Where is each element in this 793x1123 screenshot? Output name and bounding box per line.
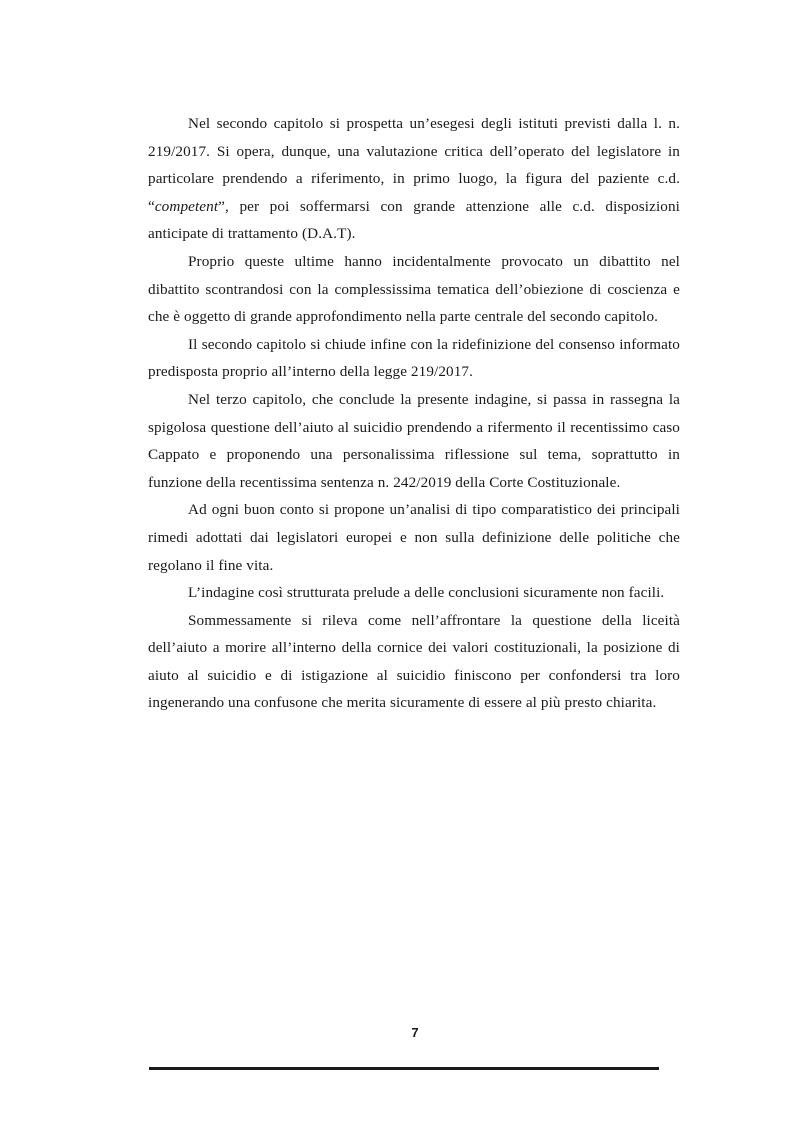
paragraph-6: L’indagine così strutturata prelude a delle conclusioni sicuramente non facili. [188,584,665,602]
footer-rule [149,1067,659,1070]
paragraph-7: Sommessamente si rileva come nell’affrontare la questione della liceità dell’aiuto a morire all’interno della cornice dei valori costituzionali, la posizione di aiuto al suicidio e di istigazione al suicidio finiscono per confondersi tra loro ingenerando una confusone che merita sicuramente di essere al più presto chiarita. [148,611,680,712]
paragraph-3: Il secondo capitolo si chiude infine con la ridefinizione del consenso informato predisposta proprio all’interno della legge 219/2017. [148,335,680,381]
paragraph-1-text-start: Nel secondo capitolo si prospetta un’esegesi degli istituti previsti dalla l. n. 219/2017. Si opera, dunque, una valutazione critica dell’operato del legislatore in particolare prendendo a riferimento, in primo luogo, la figura del paziente c.d. “ [148,115,680,215]
paragraph-4: Nel terzo capitolo, che conclude la presente indagine, si passa in rassegna la spigolosa questione dell’aiuto al suicidio prendendo a rifermento il recentissimo caso Cappato e proponendo una personalissima riflessione sul tema, soprattutto in funzione della recentissima sentenza n. 242/2019 della Corte Costituzionale. [148,390,680,491]
body-text [148,110,680,717]
paragraph-1-text-end: ”, per poi soffermarsi con grande attenzione alle c.d. disposizioni anticipate di trattamento (D.A.T). [148,197,680,243]
paragraph-1 [148,110,680,248]
paragraph-2: Proprio queste ultime hanno incidentalmente provocato un dibattito nel dibattito scontrandosi con la complessissima tematica dell’obiezione di coscienza e che è oggetto di grande approfondimento nella parte centrale del secondo capitolo. [148,252,680,326]
emphasized-term: competent [154,197,219,215]
page-number: 7 [411,1025,419,1040]
paragraph-5: Ad ogni buon conto si propone un’analisi di tipo comparatistico dei principali rimedi adottati dai legislatori europei e non sulla definizione delle politiche che regolano il fine vita. [148,501,680,574]
